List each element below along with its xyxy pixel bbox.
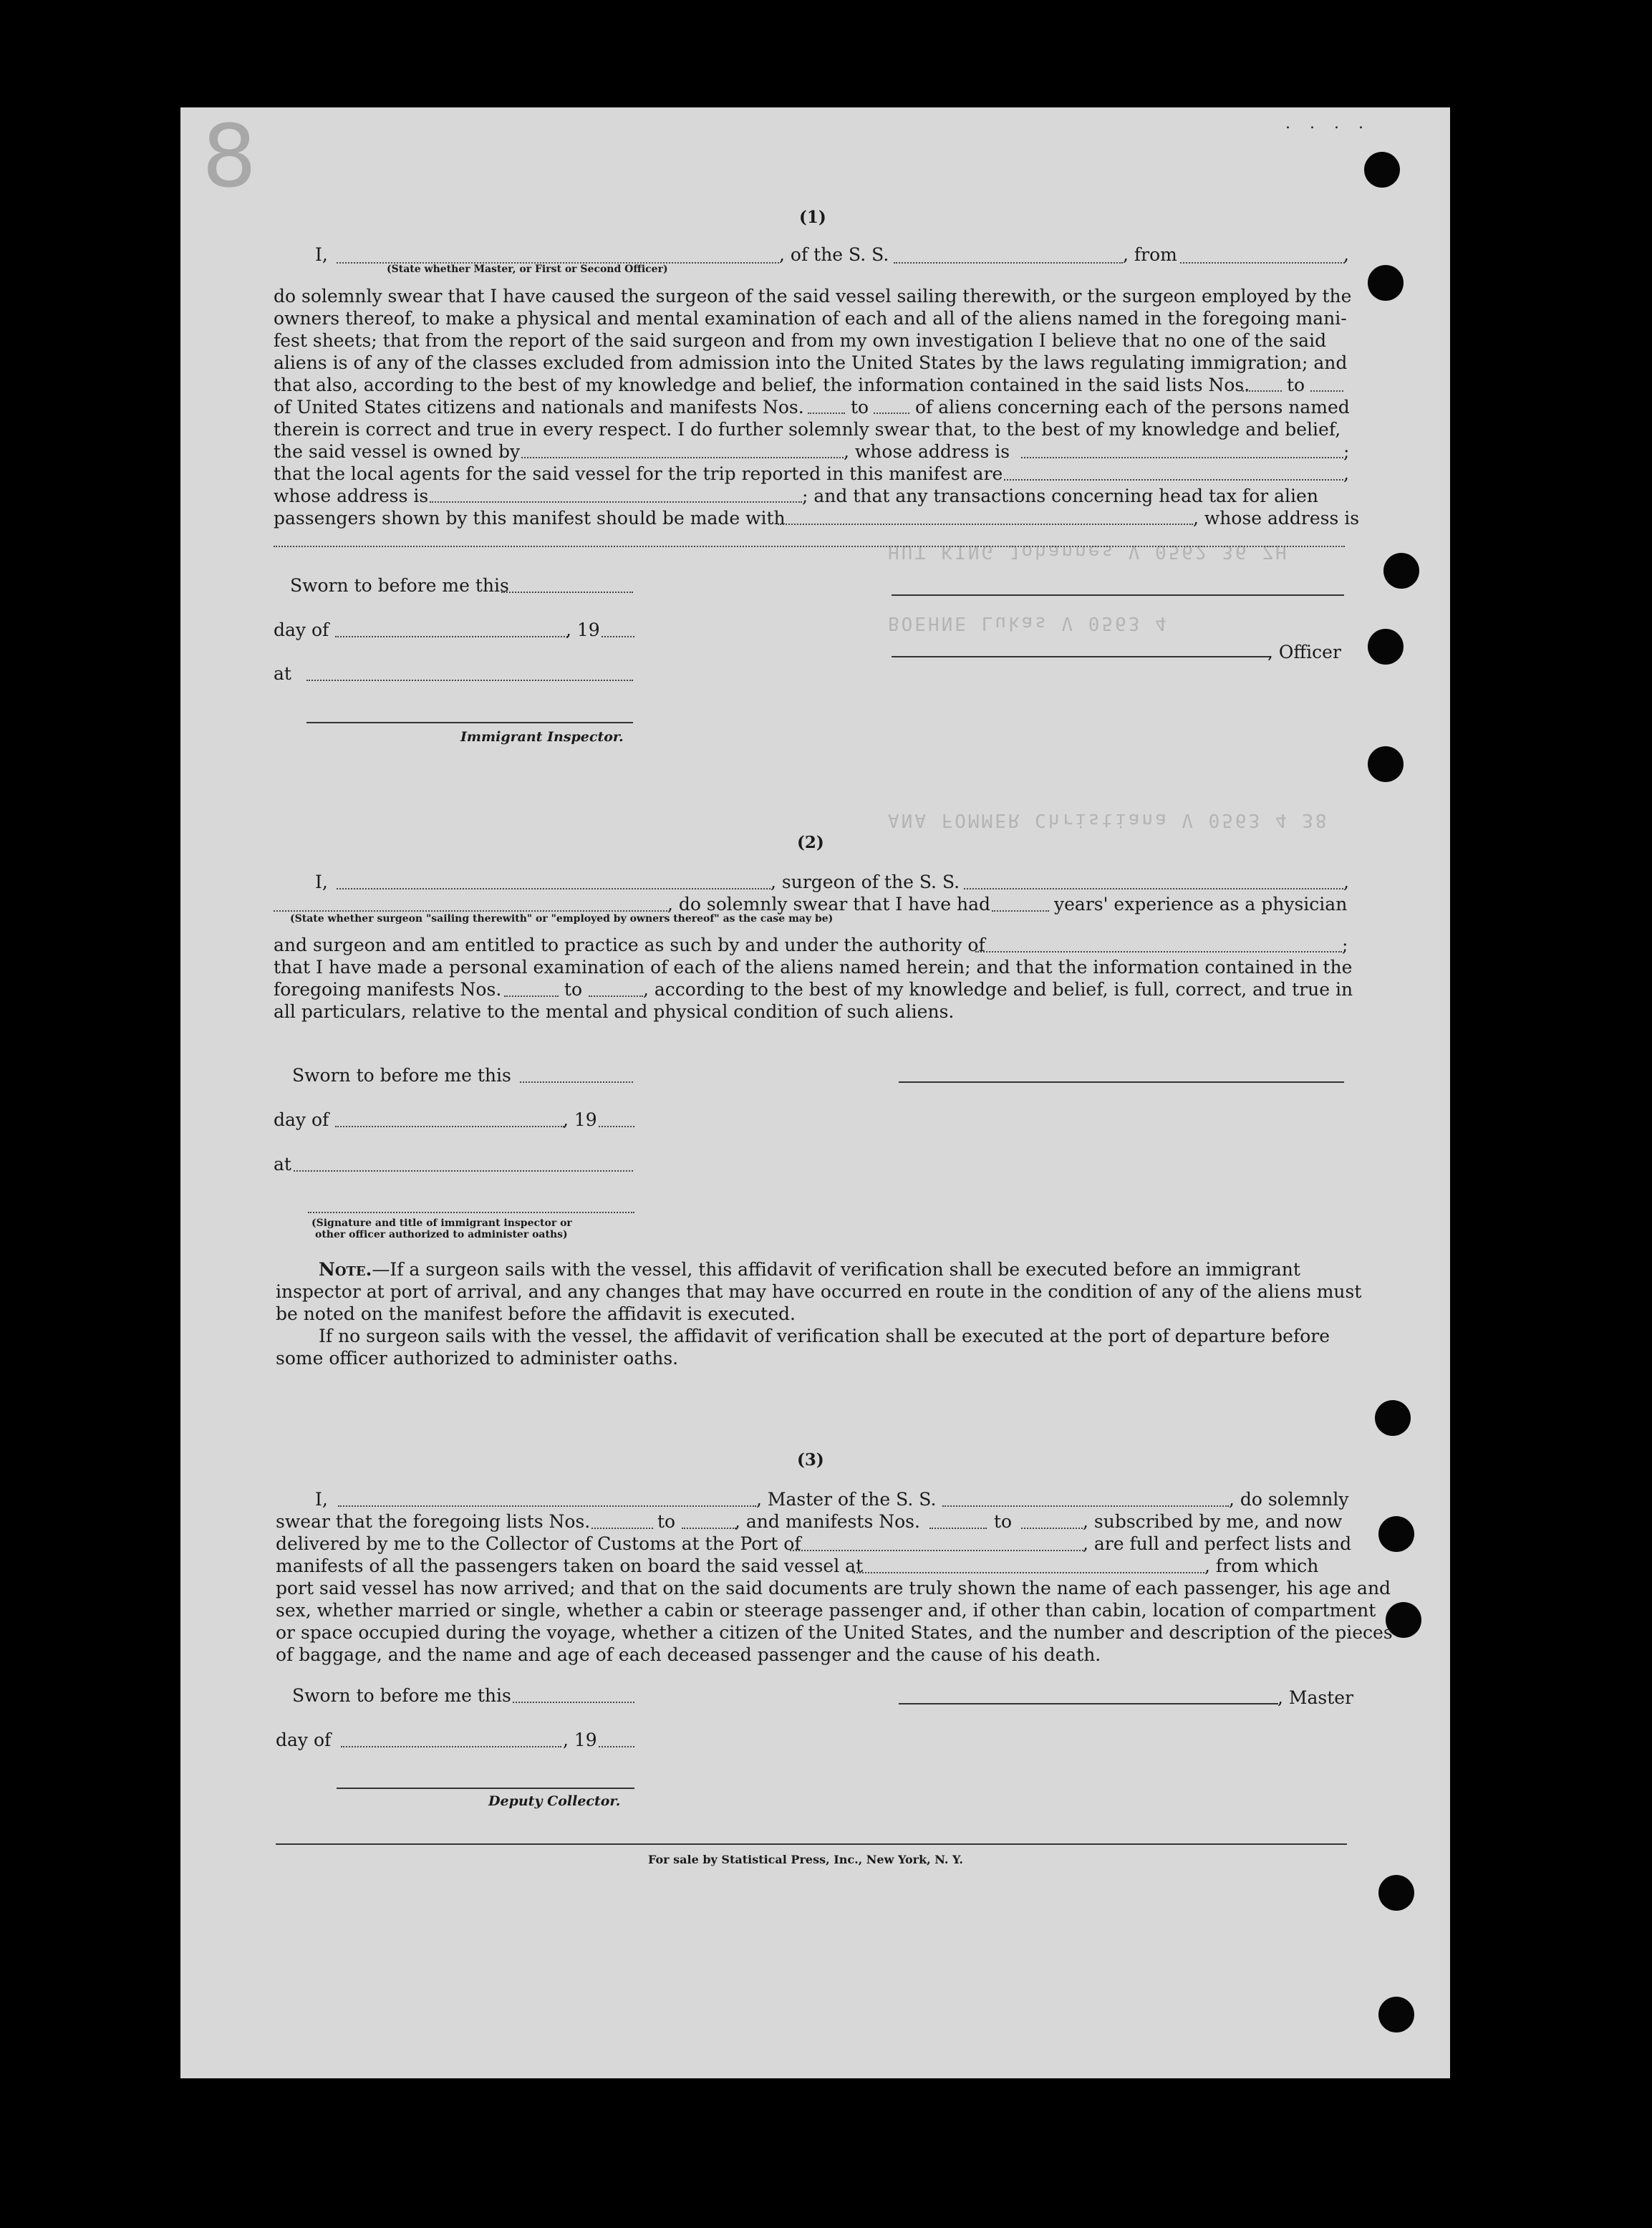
s1-ship-blank <box>894 262 1123 264</box>
s3-year: , 19 <box>563 1730 597 1750</box>
s1-to-2: to <box>851 397 869 418</box>
s1-line: owners thereof, to make a physical and mental examination of each and all of the aliens named in the foregoing mani- <box>274 308 1347 329</box>
s3-port-boarded-blank <box>854 1572 1204 1573</box>
s3-line-2c: , subscribed by me, and now <box>1083 1511 1343 1532</box>
s1-at-blank <box>306 680 633 681</box>
note-line: inspector at port of arrival, and any changes that may have occurred en route in the condition of any of the aliens must <box>276 1281 1362 1302</box>
s2-year-blank <box>599 1126 634 1127</box>
s1-day-of: day of <box>274 619 329 640</box>
s3-line: of baggage, and the name and age of each deceased passenger and the cause of his death. <box>276 1644 1101 1665</box>
s2-line-3b: to <box>564 979 583 1000</box>
s2-year: , 19 <box>563 1109 597 1130</box>
note-line: be noted on the manifest before the affidavit is executed. <box>276 1303 796 1324</box>
s1-of-aliens: of aliens concerning each of the persons named <box>915 397 1350 418</box>
s3-manifests-to <box>1021 1528 1083 1529</box>
note-line: some officer authorized to administer oaths. <box>276 1348 679 1369</box>
s2-day-of: day of <box>274 1109 329 1130</box>
s1-line: whose address is <box>274 486 429 506</box>
s1-lists-to <box>1310 390 1343 392</box>
s3-line-4b: , from which <box>1204 1556 1319 1576</box>
s1-agent-address-blank <box>430 501 802 503</box>
s1-line: that the local agents for the said vessel for the trip reported in this manifest are <box>274 463 1003 484</box>
note-line: —If a surgeon sails with the vessel, this affidavit of verification shall be executed before an immigrant <box>372 1259 1300 1280</box>
s2-line-1: and surgeon and am entitled to practice as such by and under the authority of <box>274 935 985 955</box>
punch-hole <box>1368 746 1404 782</box>
s1-rank-caption: (State whether Master, or First or Second Officer) <box>387 264 668 275</box>
s1-from: , from <box>1123 244 1177 265</box>
s3-name-blank <box>338 1505 756 1507</box>
s1-of-ss: , of the S. S. <box>779 244 889 265</box>
s3-line: port said vessel has now arrived; and that on the said documents are truly shown the name of each passenger, his age and <box>276 1578 1391 1598</box>
section-1-heading: (1) <box>799 208 826 227</box>
s3-line-3b: , are full and perfect lists and <box>1083 1533 1352 1554</box>
s1-day-blank <box>335 636 568 637</box>
note-paragraph-1 <box>319 1258 1300 1281</box>
s2-official-signature-blank <box>308 1212 634 1213</box>
s3-sworn: Sworn to before me this <box>292 1685 511 1706</box>
s2-at-blank <box>294 1170 633 1172</box>
s1-line: that also, according to the best of my knowledge and belief, the information contained in the said lists Nos. <box>274 375 1250 395</box>
s1-from-blank <box>1180 262 1345 264</box>
s3-line-4a: manifests of all the passengers taken on board the said vessel at <box>276 1556 864 1576</box>
s1-whose-address: , whose address is <box>844 441 1010 462</box>
s1-line: do solemnly swear that I have caused the surgeon of the said vessel sailing therewith, or the surgeon employed by the <box>274 286 1352 307</box>
s3-port-blank <box>790 1550 1083 1551</box>
s2-day-blank <box>335 1126 564 1127</box>
semicolon: ; <box>1343 441 1350 462</box>
section-2-heading: (2) <box>797 833 824 852</box>
punch-hole <box>1368 265 1404 301</box>
s1-line: passengers shown by this manifest should be made with <box>274 508 786 529</box>
s2-line-4: all particulars, relative to the mental and physical condition of such aliens. <box>274 1001 955 1022</box>
s2-years-exp: years' experience as a physician <box>1054 894 1348 915</box>
comma: , <box>1343 463 1349 484</box>
s2-authority-blank <box>975 951 1342 953</box>
s2-manifest-from <box>504 995 559 997</box>
comma: , <box>1343 872 1349 892</box>
s1-i: I, <box>315 244 328 265</box>
s1-head-tax: ; and that any transactions concerning head tax for alien <box>802 486 1318 506</box>
top-marks: . . . . <box>1285 115 1371 132</box>
s3-line-2b: , and manifests Nos. <box>735 1511 920 1532</box>
s1-sworn: Sworn to before me this <box>290 575 509 596</box>
s1-officer: , Officer <box>1267 642 1341 662</box>
punch-hole <box>1364 152 1400 188</box>
s1-manifest-to <box>874 413 909 414</box>
s1-inspector-caption: Immigrant Inspector. <box>460 729 624 745</box>
s2-sailing-caption: (State whether surgeon "sailing therewith" or "employed by owners thereof" as the case may be) <box>290 913 834 925</box>
punch-hole <box>1378 1997 1414 2032</box>
s1-line: the said vessel is owned by <box>274 441 521 462</box>
semicolon: ; <box>1342 935 1348 955</box>
s3-manifests-from <box>929 1528 987 1529</box>
bleed-through-row: ANA FOMMER Christiana V 0563 4 38 <box>888 809 1329 831</box>
s1-line: therein is correct and true in every respect. I do further solemnly swear that, to the best of my knowledge and belief, <box>274 419 1341 440</box>
footer-rule <box>276 1843 1347 1845</box>
s3-i: I, <box>315 1489 328 1510</box>
s2-name-blank <box>337 888 771 889</box>
s2-line-3a: foregoing manifests Nos. <box>274 979 502 1000</box>
s2-ship-blank <box>964 888 1343 889</box>
section-3-heading: (3) <box>797 1450 824 1470</box>
s3-ship-blank <box>942 1505 1229 1507</box>
s1-owner-address-blank <box>1021 457 1343 458</box>
s3-line: sex, whether married or single, whether a cabin or steerage passenger and, if other than cabin, location of compartment <box>276 1600 1376 1621</box>
s1-line: aliens is of any of the classes excluded from admission into the United States by the laws regulating immigration; and <box>274 352 1348 373</box>
s2-manifest-to <box>589 995 643 997</box>
bleed-through-row: HUT KING Johannes V 0562 36 ZH <box>888 541 1289 562</box>
s1-year: , 19 <box>566 619 600 640</box>
s2-sailing-blank <box>274 910 667 912</box>
s1-year-blank <box>602 636 634 637</box>
s2-i: I, <box>315 872 328 892</box>
bleed-through-row: BOEHNE Lukas V 0563 4 <box>888 612 1169 634</box>
s1-sworn-blank <box>501 592 633 593</box>
punch-hole <box>1383 553 1419 589</box>
s1-officer-signature-line-1 <box>892 594 1344 596</box>
s2-surgeon-signature-line <box>899 1081 1344 1083</box>
s2-sig-caption-1: (Signature and title of immigrant inspector or <box>311 1217 572 1229</box>
s3-master-of: , Master of the S. S. <box>756 1489 937 1510</box>
note-line: If no surgeon sails with the vessel, the affidavit of verification shall be executed at the port of departure before <box>319 1326 1330 1346</box>
s2-line-2: that I have made a personal examination of each of the aliens named herein; and that the information contained in the <box>274 957 1353 978</box>
s3-lists-to <box>682 1528 736 1529</box>
s2-at: at <box>274 1154 291 1175</box>
s3-to-2: to <box>994 1511 1013 1532</box>
s1-officer-signature-line-2 <box>892 656 1271 657</box>
s2-sworn: Sworn to before me this <box>292 1065 511 1086</box>
s3-master: , Master <box>1277 1687 1354 1708</box>
s3-lists-from <box>591 1528 653 1529</box>
punch-hole <box>1375 1400 1411 1436</box>
s1-line: fest sheets; that from the report of the said surgeon and from my own investigation I believe that no one of the said <box>274 330 1327 351</box>
s3-line: or space occupied during the voyage, whether a citizen of the United States, and the number and description of the pieces <box>276 1622 1393 1643</box>
s3-deputy-caption: Deputy Collector. <box>488 1793 621 1809</box>
comma: , <box>1343 244 1349 265</box>
s1-head-tax-blank <box>778 524 1193 525</box>
s3-to: to <box>657 1511 676 1532</box>
s2-line-3c: , according to the best of my knowledge and belief, is full, correct, and true in <box>643 979 1353 1000</box>
s1-line: of United States citizens and nationals and manifests Nos. <box>274 397 804 418</box>
s2-surgeon-of: , surgeon of the S. S. <box>771 872 960 892</box>
s2-sworn-blank <box>520 1081 633 1083</box>
s3-line-2a: swear that the foregoing lists Nos. <box>276 1511 591 1532</box>
s3-line-3a: delivered by me to the Collector of Customs at the Port of <box>276 1533 801 1554</box>
punch-hole <box>1378 1875 1414 1911</box>
punch-hole <box>1368 629 1404 665</box>
s2-sig-caption-2: other officer authorized to administer oaths) <box>315 1229 568 1240</box>
s1-owner-blank <box>521 457 844 458</box>
s3-collector-signature-line <box>337 1788 634 1789</box>
s1-to: to <box>1287 375 1305 395</box>
s1-at: at <box>274 663 291 684</box>
s1-lists-from <box>1242 390 1282 392</box>
punch-hole <box>1378 1516 1414 1552</box>
footer-printer: For sale by Statistical Press, Inc., New York, N. Y. <box>648 1853 963 1866</box>
note-label: Note. <box>319 1259 372 1280</box>
s3-day-blank <box>341 1746 561 1747</box>
s3-day-of: day of <box>276 1730 332 1750</box>
s1-manifest-from <box>808 413 845 414</box>
s2-swear-had: , do solemnly swear that I have had <box>667 894 991 915</box>
s2-years-blank <box>992 910 1049 912</box>
s1-whose-address-is: , whose address is <box>1193 508 1360 529</box>
s1-address-line-blank <box>274 546 1345 547</box>
s3-do-solemnly: , do solemnly <box>1229 1489 1349 1510</box>
s3-sworn-blank <box>513 1702 634 1703</box>
s3-year-blank <box>599 1746 634 1747</box>
page-number: 8 <box>202 107 257 207</box>
s1-agents-blank <box>1004 479 1343 481</box>
s1-inspector-signature-line <box>306 722 633 723</box>
s3-master-signature-line <box>899 1703 1278 1704</box>
